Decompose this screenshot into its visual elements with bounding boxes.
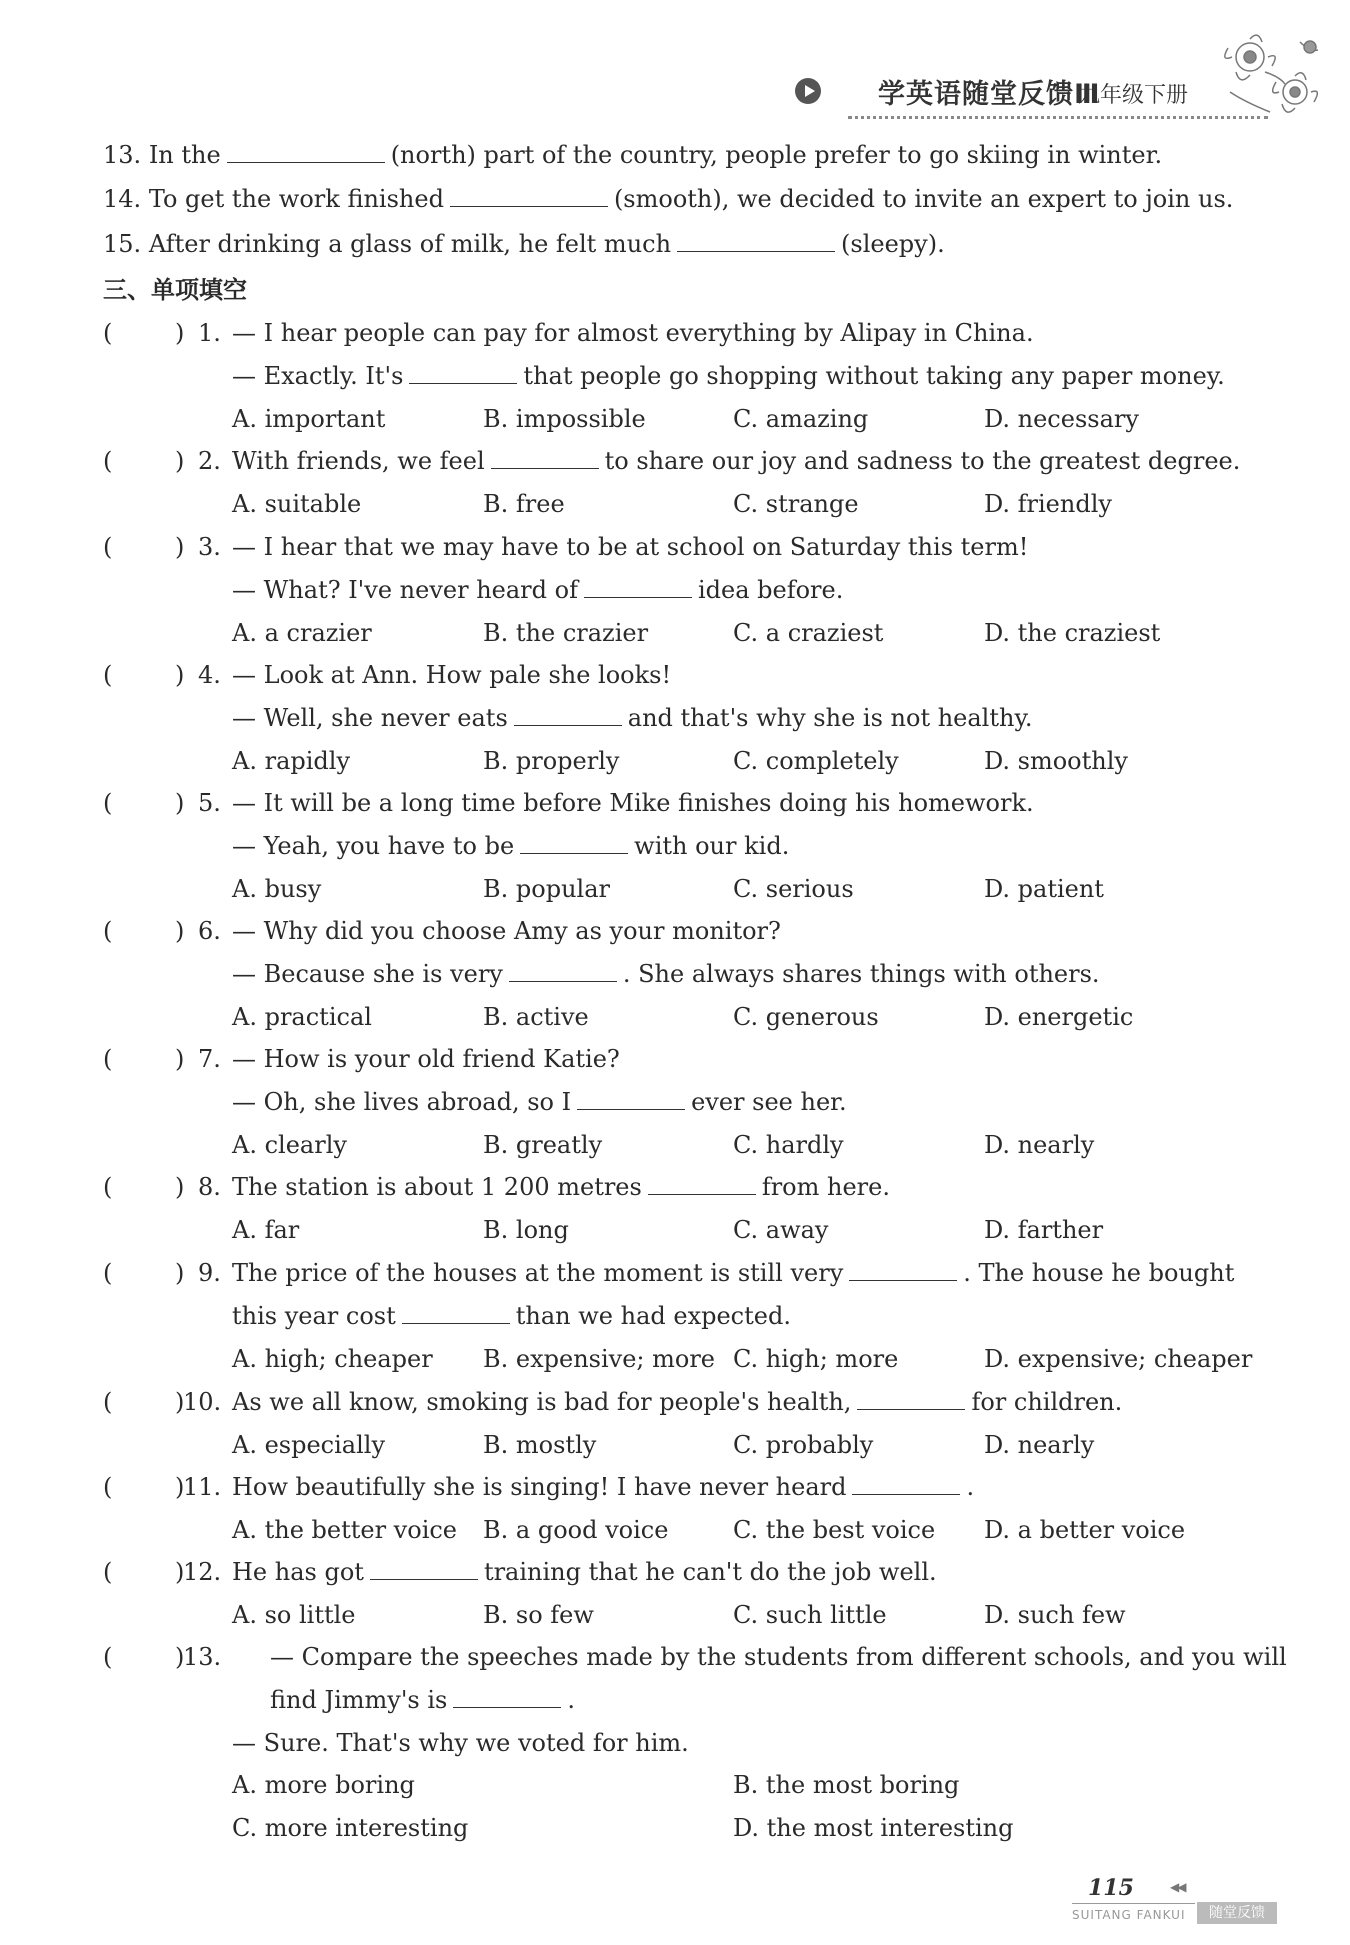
answer-bracket-open: ( <box>103 447 113 475</box>
answer-bracket-open: ( <box>103 1173 113 1201</box>
question-text: The station is about 1 200 metres <box>232 1173 642 1201</box>
answer-option[interactable]: C. generous <box>733 1002 879 1031</box>
answer-option[interactable]: D. friendly <box>984 489 1112 518</box>
answer-option[interactable]: A. rapidly <box>232 746 351 775</box>
question-text: — What? I've never heard of <box>232 575 578 604</box>
answer-option[interactable]: B. long <box>483 1215 569 1244</box>
answer-bracket-close: ) <box>175 1473 185 1501</box>
answer-bracket-close: ) <box>175 917 185 945</box>
answer-blank[interactable] <box>849 1258 957 1281</box>
question-number: 8. <box>198 1173 221 1201</box>
question-number: 3. <box>198 533 221 561</box>
answer-bracket-open: ( <box>103 661 113 689</box>
question-line <box>232 703 1032 733</box>
item-number: 13. <box>103 141 142 169</box>
question-text: — Because she is very <box>232 959 503 988</box>
answer-blank[interactable] <box>857 1387 965 1410</box>
question-number: 5. <box>198 789 221 817</box>
question-number: 11. <box>183 1473 222 1501</box>
answer-bracket-open: ( <box>103 917 113 945</box>
question-line <box>232 1387 1122 1417</box>
question-line <box>232 788 1034 818</box>
fill-in-item <box>103 184 1233 214</box>
answer-blank[interactable] <box>450 184 608 207</box>
question-line <box>232 959 1100 989</box>
answer-blank[interactable] <box>852 1472 960 1495</box>
answer-blank[interactable] <box>227 140 385 163</box>
question-line <box>232 575 843 605</box>
item-number: 15. <box>103 230 142 258</box>
answer-option[interactable]: A. practical <box>232 1002 372 1031</box>
answer-option[interactable]: D. the craziest <box>984 618 1161 647</box>
answer-option[interactable]: C. probably <box>733 1430 874 1459</box>
item-text: After drinking a glass of milk, he felt much <box>148 230 672 258</box>
answer-bracket-close: ) <box>175 661 185 689</box>
item-text: In the <box>148 141 221 169</box>
answer-option[interactable]: B. active <box>483 1002 589 1031</box>
play-icon <box>795 78 821 104</box>
answer-bracket-open: ( <box>103 1388 113 1416</box>
item-text: (smooth), we decided to invite an expert to join us. <box>613 185 1234 213</box>
question-text: — Sure. That's why we voted for him. <box>232 1728 689 1757</box>
answer-option[interactable]: A. busy <box>232 874 322 903</box>
book-title: 学英语随堂反馈Ⅲ <box>878 79 1101 110</box>
footer-rule <box>1072 1903 1195 1904</box>
answer-option[interactable]: D. smoothly <box>984 746 1128 775</box>
answer-blank[interactable] <box>648 1172 756 1195</box>
answer-option[interactable]: D. necessary <box>984 404 1139 433</box>
question-line <box>232 660 671 690</box>
question-line <box>232 831 789 861</box>
grade-label: 九年级下册 <box>1078 83 1189 108</box>
question-number: 6. <box>198 917 221 945</box>
question-number: 1. <box>198 319 221 347</box>
answer-option[interactable]: C. a craziest <box>733 618 884 647</box>
question-text: find Jimmy's is <box>270 1685 448 1714</box>
answer-option[interactable]: C. serious <box>733 874 854 903</box>
question-text: — Oh, she lives abroad, so I <box>232 1087 572 1116</box>
answer-bracket-close: ) <box>175 1388 185 1416</box>
question-text: . She always shares things with others. <box>622 959 1100 988</box>
answer-option[interactable]: C. away <box>733 1215 829 1244</box>
answer-bracket-open: ( <box>103 1643 113 1671</box>
question-line <box>232 318 1034 348</box>
answer-option[interactable]: C. high; more <box>733 1344 899 1373</box>
footer-latin-label: SUITANG FANKUI <box>1072 1908 1186 1922</box>
answer-option[interactable]: A. so little <box>232 1600 356 1629</box>
question-text: — Exactly. It's <box>232 361 404 390</box>
answer-option[interactable]: D. nearly <box>984 1430 1095 1459</box>
footer-tag: 随堂反馈 <box>1197 1902 1277 1924</box>
answer-bracket-close: ) <box>175 1173 185 1201</box>
answer-bracket-open: ( <box>103 789 113 817</box>
answer-option[interactable]: B. so few <box>483 1600 594 1629</box>
question-line <box>232 1728 689 1758</box>
question-text: — I hear people can pay for almost everything by Alipay in China. <box>232 319 1034 347</box>
question-text: — I hear that we may have to be at school on Saturday this term! <box>232 533 1029 561</box>
answer-option[interactable]: B. the most boring <box>733 1771 960 1800</box>
question-text: and that's why she is not healthy. <box>627 703 1033 732</box>
answer-option[interactable]: D. such few <box>984 1600 1126 1629</box>
question-line <box>232 532 1028 562</box>
answer-option[interactable]: B. impossible <box>483 404 646 433</box>
question-line <box>232 446 1240 476</box>
answer-blank[interactable] <box>584 575 692 598</box>
question-text: idea before. <box>697 575 844 604</box>
answer-bracket-close: ) <box>175 1045 185 1073</box>
answer-blank[interactable] <box>453 1685 561 1708</box>
question-number: 7. <box>198 1045 221 1073</box>
question-text: . <box>966 1473 975 1501</box>
page-header <box>0 0 1350 130</box>
answer-option[interactable]: A. important <box>232 404 386 433</box>
answer-option[interactable]: A. high; cheaper <box>232 1344 433 1373</box>
fill-in-item <box>103 140 1162 170</box>
answer-option[interactable]: B. properly <box>483 746 620 775</box>
answer-option[interactable]: D. nearly <box>984 1130 1095 1159</box>
question-text: with our kid. <box>634 831 790 860</box>
answer-option[interactable]: B. mostly <box>483 1430 597 1459</box>
answer-bracket-close: ) <box>175 533 185 561</box>
answer-option[interactable]: A. more boring <box>232 1771 415 1800</box>
answer-blank[interactable] <box>491 446 599 469</box>
answer-bracket-close: ) <box>175 1259 185 1287</box>
question-line <box>232 1172 890 1202</box>
answer-option[interactable]: A. clearly <box>232 1130 347 1159</box>
answer-option[interactable]: C. the best voice <box>733 1515 936 1544</box>
answer-option[interactable]: B. popular <box>483 874 610 903</box>
answer-bracket-open: ( <box>103 319 113 347</box>
question-text: The price of the houses at the moment is still very <box>232 1259 844 1287</box>
question-text: — Well, she never eats <box>232 703 508 732</box>
question-number: 13. <box>183 1643 222 1671</box>
answer-option[interactable]: B. a good voice <box>483 1515 669 1544</box>
answer-blank[interactable] <box>520 831 628 854</box>
answer-option[interactable]: D. energetic <box>984 1002 1134 1031</box>
question-text: from here. <box>761 1173 890 1201</box>
answer-bracket-close: ) <box>175 447 185 475</box>
answer-option[interactable]: C. hardly <box>733 1130 844 1159</box>
answer-bracket-open: ( <box>103 1558 113 1586</box>
item-text: To get the work finished <box>148 185 444 213</box>
arrows-icon: ◀◀ <box>1170 1880 1185 1894</box>
question-text: — How is your old friend Katie? <box>232 1045 620 1073</box>
fill-in-item <box>103 229 945 259</box>
answer-bracket-close: ) <box>175 789 185 817</box>
question-number: 10. <box>183 1388 222 1416</box>
question-line <box>232 1258 1234 1288</box>
answer-bracket-close: ) <box>175 319 185 347</box>
question-text: that people go shopping without taking any paper money. <box>523 361 1225 390</box>
flower-decoration-icon <box>1210 22 1330 132</box>
answer-option[interactable]: C. such little <box>733 1600 887 1629</box>
answer-option[interactable]: A. especially <box>232 1430 386 1459</box>
answer-blank[interactable] <box>509 959 617 982</box>
answer-blank[interactable] <box>409 361 517 384</box>
item-text: (north) part of the country, people prefer to go skiing in winter. <box>390 141 1163 169</box>
answer-option[interactable]: C. more interesting <box>232 1814 469 1843</box>
answer-option[interactable]: D. the most interesting <box>733 1814 1014 1843</box>
section-heading: 三、单项填空 <box>103 276 247 304</box>
answer-option[interactable]: D. patient <box>984 874 1104 903</box>
answer-bracket-open: ( <box>103 1259 113 1287</box>
question-text: With friends, we feel <box>232 447 485 475</box>
answer-option[interactable]: A. the better voice <box>232 1515 458 1544</box>
item-number: 14. <box>103 185 142 213</box>
answer-option[interactable]: D. a better voice <box>984 1515 1186 1544</box>
answer-option[interactable]: B. the crazier <box>483 618 649 647</box>
question-text: How beautifully she is singing! I have never heard <box>232 1473 847 1501</box>
question-text: this year cost <box>232 1301 396 1330</box>
answer-option[interactable]: A. a crazier <box>232 618 372 647</box>
answer-blank[interactable] <box>677 229 835 252</box>
question-text: As we all know, smoking is bad for people's health, <box>232 1388 852 1416</box>
question-text: — Yeah, you have to be <box>232 831 515 860</box>
answer-option[interactable]: B. greatly <box>483 1130 603 1159</box>
question-text: . The house he bought <box>963 1259 1235 1287</box>
question-text: — Why did you choose Amy as your monitor? <box>232 917 781 945</box>
question-text: — Compare the speeches made by the students from different schools, and you will <box>270 1643 1287 1671</box>
item-text: (sleepy). <box>841 230 945 258</box>
question-line <box>270 1642 1287 1672</box>
question-line <box>232 916 781 946</box>
answer-blank[interactable] <box>402 1301 510 1324</box>
answer-blank[interactable] <box>514 703 622 726</box>
question-number: 9. <box>198 1259 221 1287</box>
question-text: training that he can't do the job well. <box>483 1558 937 1586</box>
question-line <box>232 1301 791 1331</box>
question-text: to share our joy and sadness to the greatest degree. <box>604 447 1241 475</box>
answer-option[interactable]: A. suitable <box>232 489 362 518</box>
answer-bracket-close: ) <box>175 1643 185 1671</box>
answer-option[interactable]: C. completely <box>733 746 899 775</box>
question-text: ever see her. <box>691 1087 847 1116</box>
answer-option[interactable]: D. farther <box>984 1215 1104 1244</box>
question-line <box>232 1557 937 1587</box>
question-line <box>232 361 1225 391</box>
answer-option[interactable]: A. far <box>232 1215 300 1244</box>
answer-bracket-open: ( <box>103 533 113 561</box>
question-line <box>232 1044 620 1074</box>
question-number: 2. <box>198 447 221 475</box>
question-line <box>270 1685 575 1715</box>
question-text: He has got <box>232 1558 364 1586</box>
question-text: — Look at Ann. How pale she looks! <box>232 661 672 689</box>
page-number: 115 <box>1088 1875 1134 1901</box>
answer-bracket-close: ) <box>175 1558 185 1586</box>
header-dotted-rule <box>848 116 1268 119</box>
answer-bracket-open: ( <box>103 1045 113 1073</box>
answer-option[interactable]: C. strange <box>733 489 859 518</box>
question-number: 4. <box>198 661 221 689</box>
answer-option[interactable]: D. expensive; cheaper <box>984 1344 1253 1373</box>
answer-option[interactable]: C. amazing <box>733 404 869 433</box>
question-number: 12. <box>183 1558 222 1586</box>
answer-blank[interactable] <box>370 1557 478 1580</box>
answer-blank[interactable] <box>577 1087 685 1110</box>
answer-bracket-open: ( <box>103 1473 113 1501</box>
question-text: — It will be a long time before Mike finishes doing his homework. <box>232 789 1034 817</box>
question-text: for children. <box>971 1388 1123 1416</box>
question-line <box>232 1472 974 1502</box>
question-line <box>232 1087 847 1117</box>
question-text: than we had expected. <box>515 1301 791 1330</box>
answer-option[interactable]: B. expensive; more <box>483 1344 716 1373</box>
answer-option[interactable]: B. free <box>483 489 565 518</box>
question-text: . <box>567 1685 576 1714</box>
